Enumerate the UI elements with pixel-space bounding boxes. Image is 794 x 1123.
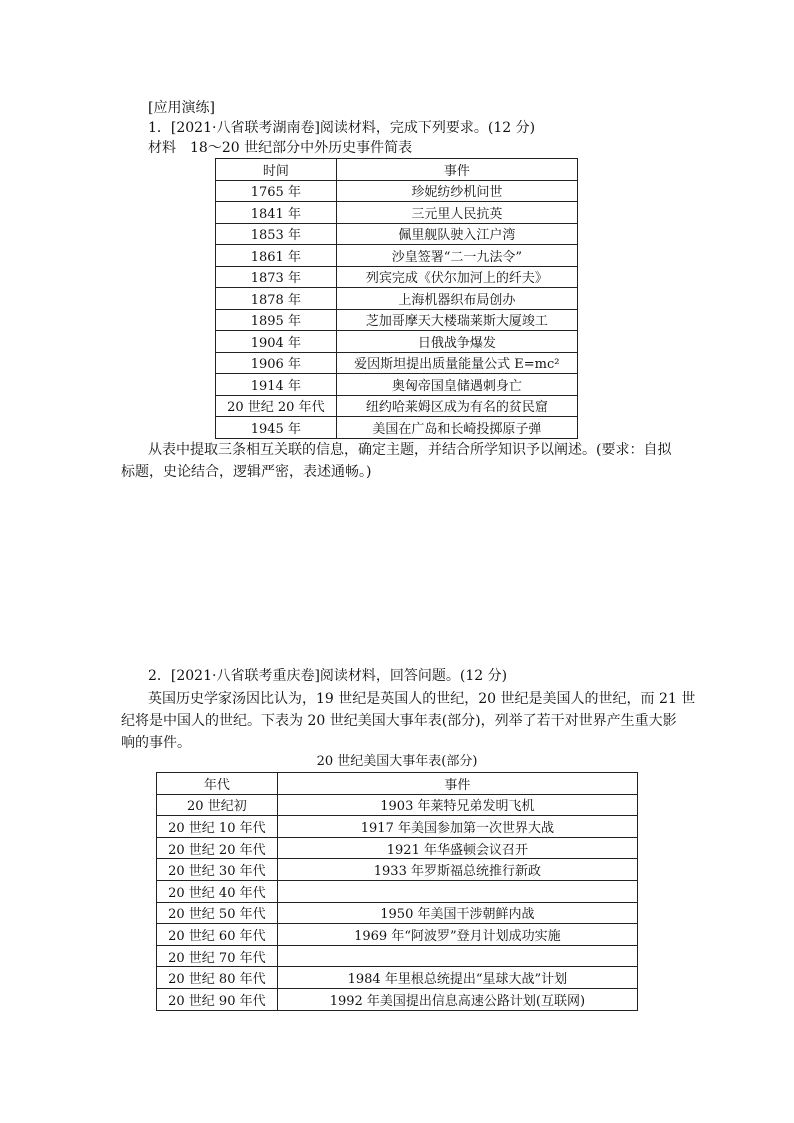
cell-era: 20 世纪 90 年代 xyxy=(157,988,278,1010)
cell-event: 列宾完成《伏尔加河上的纤夫》 xyxy=(336,266,577,288)
cell-time: 1861 年 xyxy=(216,245,337,267)
table-row xyxy=(216,202,578,224)
table-row xyxy=(216,180,578,202)
cell-era: 20 世纪 70 年代 xyxy=(157,945,278,967)
table-row xyxy=(157,837,638,859)
table-row xyxy=(216,266,578,288)
table-row xyxy=(157,988,638,1010)
cell-event: 1933 年罗斯福总统推行新政 xyxy=(277,859,637,881)
cell-event: 三元里人民抗英 xyxy=(336,202,577,224)
cell-era: 20 世纪 50 年代 xyxy=(157,902,278,924)
cell-event xyxy=(277,880,637,902)
cell-time: 1853 年 xyxy=(216,223,337,245)
cell-event: 美国在广岛和长崎投掷原子弹 xyxy=(336,417,577,439)
table-header-row xyxy=(157,773,638,795)
cell-time: 20 世纪 20 年代 xyxy=(216,395,337,417)
header-event: 事件 xyxy=(336,159,577,181)
cell-time: 1765 年 xyxy=(216,180,337,202)
table-row xyxy=(216,417,578,439)
cell-event xyxy=(277,945,637,967)
cell-event: 爱因斯坦提出质量能量公式 E=mc² xyxy=(336,352,577,374)
cell-time: 1906 年 xyxy=(216,352,337,374)
cell-era: 20 世纪 80 年代 xyxy=(157,967,278,989)
cell-era: 20 世纪 40 年代 xyxy=(157,880,278,902)
q2-paragraph-line1: 英国历史学家汤因比认为，19 世纪是英国人的世纪，20 世纪是美国人的世纪，而 21 世 xyxy=(148,691,696,707)
q2-paragraph-line2: 纪将是中国人的世纪。下表为 20 世纪美国大事年表(部分)，列举了若干对世界产生重大影 xyxy=(121,713,677,729)
cell-time: 1895 年 xyxy=(216,309,337,331)
table-row xyxy=(157,902,638,924)
cell-event: 1950 年美国干涉朝鲜内战 xyxy=(277,902,637,924)
cell-event: 沙皇签署“二一九法令” xyxy=(336,245,577,267)
table-header-row xyxy=(216,159,578,181)
cell-event: 1903 年莱特兄弟发明飞机 xyxy=(277,794,637,816)
table-row xyxy=(216,288,578,310)
table-row xyxy=(157,967,638,989)
table-row xyxy=(216,331,578,353)
cell-era: 20 世纪 20 年代 xyxy=(157,837,278,859)
cell-event: 芝加哥摩天大楼瑞莱斯大厦竣工 xyxy=(336,309,577,331)
section-label: [应用演练] xyxy=(148,100,215,116)
cell-era: 20 世纪 10 年代 xyxy=(157,816,278,838)
q1-instruction-line1: 从表中提取三条相互关联的信息，确定主题，并结合所学知识予以阐述。(要求：自拟 xyxy=(148,442,672,458)
table-row xyxy=(157,816,638,838)
q2-events-table xyxy=(156,772,638,1011)
cell-event: 佩里舰队驶入江户湾 xyxy=(336,223,577,245)
header-event: 事件 xyxy=(277,773,637,795)
table-row xyxy=(216,223,578,245)
table-row xyxy=(216,309,578,331)
cell-time: 1914 年 xyxy=(216,374,337,396)
table-row xyxy=(157,880,638,902)
q1-instruction-line2: 标题，史论结合，逻辑严密，表述通畅。) xyxy=(121,464,372,480)
cell-event: 日俄战争爆发 xyxy=(336,331,577,353)
q1-material-caption: 材料 18～20 世纪部分中外历史事件简表 xyxy=(148,140,413,156)
q2-heading: 2．[2021·八省联考重庆卷]阅读材料，回答问题。(12 分) xyxy=(148,668,508,684)
cell-time: 1841 年 xyxy=(216,202,337,224)
table-row xyxy=(157,945,638,967)
cell-time: 1904 年 xyxy=(216,331,337,353)
table-row xyxy=(216,395,578,417)
cell-era: 20 世纪初 xyxy=(157,794,278,816)
table-row xyxy=(216,245,578,267)
q2-paragraph-line3: 响的事件。 xyxy=(121,735,191,751)
cell-time: 1878 年 xyxy=(216,288,337,310)
cell-era: 20 世纪 30 年代 xyxy=(157,859,278,881)
cell-event: 1917 年美国参加第一次世界大战 xyxy=(277,816,637,838)
cell-time: 1945 年 xyxy=(216,417,337,439)
cell-event: 1992 年美国提出信息高速公路计划(互联网) xyxy=(277,988,637,1010)
header-time: 时间 xyxy=(216,159,337,181)
table-row xyxy=(157,859,638,881)
cell-event: 上海机器织布局创办 xyxy=(336,288,577,310)
cell-event: 1921 年华盛顿会议召开 xyxy=(277,837,637,859)
table-row xyxy=(216,352,578,374)
cell-era: 20 世纪 60 年代 xyxy=(157,924,278,946)
cell-event: 奥匈帝国皇储遇刺身亡 xyxy=(336,374,577,396)
table-row xyxy=(157,924,638,946)
cell-event: 珍妮纺纱机问世 xyxy=(336,180,577,202)
q1-heading: 1．[2021·八省联考湖南卷]阅读材料，完成下列要求。(12 分) xyxy=(148,120,536,136)
q2-table-title: 20 世纪美国大事年表(部分) xyxy=(316,754,478,769)
table-row xyxy=(157,794,638,816)
cell-time: 1873 年 xyxy=(216,266,337,288)
table-row xyxy=(216,374,578,396)
cell-event: 1969 年“阿波罗”登月计划成功实施 xyxy=(277,924,637,946)
cell-event: 纽约哈莱姆区成为有名的贫民窟 xyxy=(336,395,577,417)
q1-events-table xyxy=(215,158,578,439)
cell-event: 1984 年里根总统提出“星球大战”计划 xyxy=(277,967,637,989)
header-era: 年代 xyxy=(157,773,278,795)
